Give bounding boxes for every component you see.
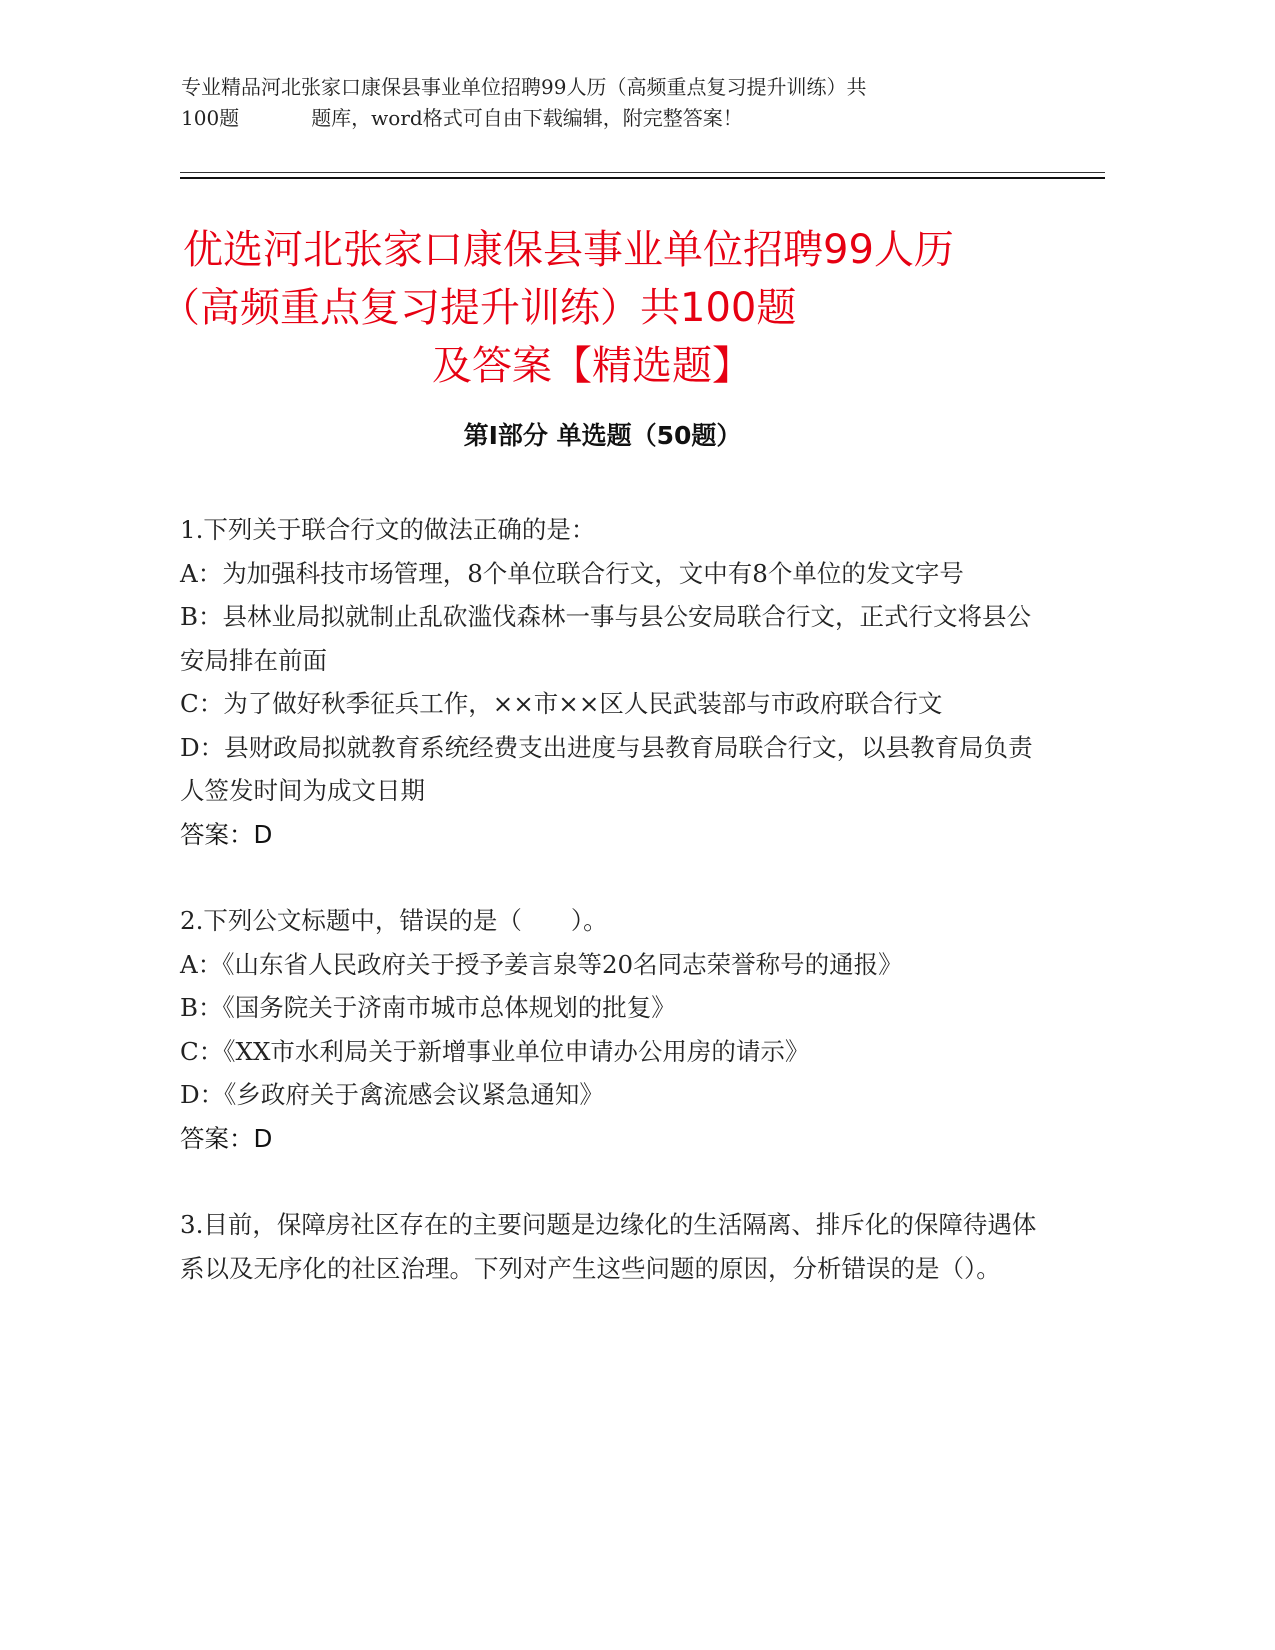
header-line-2-left: 100题 (181, 106, 240, 130)
header-line-1: 专业精品河北张家口康保县事业单位招聘99人历（高频重点复习提升训练）共 (181, 75, 867, 99)
option-b: B：《国务院关于济南市城市总体规划的批复》 (180, 993, 676, 1022)
option-a: A：《山东省人民政府关于授予姜言泉等20名同志荣誉称号的通报》 (180, 949, 903, 979)
option-b: B：县林业局拟就制止乱砍滥伐森林一事与县公安局联合行文，正式行文将县公安局排在前面 (180, 602, 1032, 675)
document-header (181, 72, 1041, 134)
option-a: A：为加强科技市场管理，8个单位联合行文，文中有8个单位的发文字号 (180, 558, 964, 588)
section-title: 第Ⅰ部分 单选题（50题） (463, 421, 742, 450)
question-1 (180, 508, 1040, 856)
option-d: D：县财政局拟就教育系统经费支出进度与县教育局联合行文，以县教育局负责人签发时间为成文日期 (180, 732, 1033, 805)
option-c: C：为了做好秋季征兵工作，××市××区人民武装部与市政府联合行文 (180, 689, 943, 718)
option-d: D：《乡政府关于禽流感会议紧急通知》 (180, 1080, 604, 1109)
question-stem: 3.目前，保障房社区存在的主要问题是边缘化的生活隔离、排斥化的保障待遇体系以及无序化的社区治理。下列对产生这些问题的原因，分析错误的是（）。 (180, 1210, 1037, 1283)
header-divider-thick (180, 177, 1105, 179)
header-line-2-right: 题库，word格式可自由下载编辑，附完整答案！ (311, 106, 743, 130)
question-2 (180, 899, 1040, 1160)
question-stem: 2.下列公文标题中，错误的是（ ）。 (180, 906, 608, 935)
question-3 (180, 1203, 1040, 1290)
answer: 答案：D (180, 1123, 273, 1153)
question-stem: 1.下列关于联合行文的做法正确的是： (180, 515, 596, 544)
title-line-3: 及答案【精选题】 (432, 343, 752, 389)
title-line-2: （高频重点复习提升训练）共100题 (160, 285, 797, 331)
question-list (180, 508, 1040, 1333)
option-c: C：《XX市水利局关于新增事业单位申请办公用房的请示》 (180, 1036, 810, 1066)
header-line-2 (181, 103, 1041, 134)
header-divider-thin (180, 172, 1105, 173)
document-title (160, 221, 1060, 395)
title-line-1: 优选河北张家口康保县事业单位招聘99人历 (183, 227, 954, 273)
answer: 答案：D (180, 819, 273, 849)
